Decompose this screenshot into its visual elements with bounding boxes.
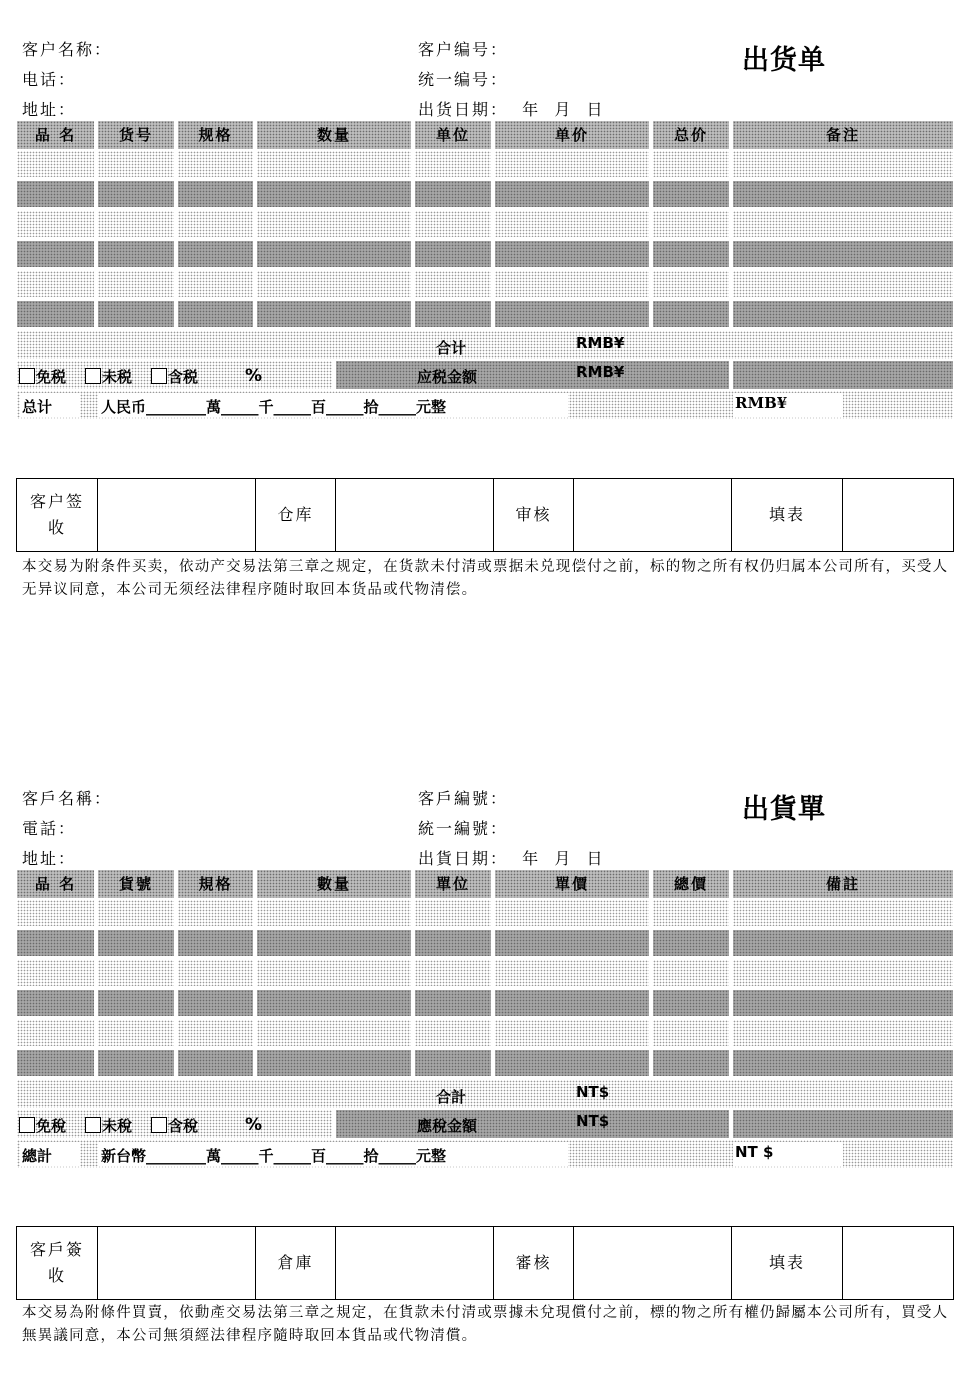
sign-fill-field[interactable]: [843, 479, 953, 551]
item-cell[interactable]: [415, 1050, 491, 1076]
sign-review-label: 審核: [494, 1227, 574, 1299]
exempt-checkbox[interactable]: [19, 1117, 35, 1133]
item-cell[interactable]: [17, 1020, 94, 1046]
item-cell[interactable]: [653, 301, 729, 327]
item-cell[interactable]: [178, 271, 253, 297]
item-cell[interactable]: [733, 960, 953, 986]
item-cell[interactable]: [495, 301, 649, 327]
item-cell[interactable]: [415, 301, 491, 327]
col-header-qty: 数量: [257, 121, 411, 149]
item-cell[interactable]: [653, 181, 729, 207]
item-cell[interactable]: [17, 151, 94, 177]
sign-customer-field[interactable]: [98, 1227, 256, 1299]
item-cell[interactable]: [495, 990, 649, 1016]
subtotal-row: [17, 1080, 953, 1108]
item-cell[interactable]: [178, 1020, 253, 1046]
item-cell[interactable]: [495, 271, 649, 297]
grand-total-words: 新台幣________萬_____千_____百_____拾_____元整: [101, 1147, 447, 1165]
item-cell[interactable]: [653, 1050, 729, 1076]
item-cell[interactable]: [415, 151, 491, 177]
sign-fill-field[interactable]: [843, 1227, 953, 1299]
col-header-name: 品 名: [17, 121, 94, 149]
item-cell[interactable]: [98, 930, 174, 956]
item-cell[interactable]: [653, 1020, 729, 1046]
col-header-unit-price: 單價: [495, 870, 649, 898]
item-cell[interactable]: [17, 960, 94, 986]
subtotal-row: [17, 331, 953, 359]
item-cell[interactable]: [257, 930, 411, 956]
grand-total-words: 人民币________萬_____千_____百_____拾_____元整: [101, 398, 447, 416]
item-cell[interactable]: [653, 241, 729, 267]
tax-currency: NT$: [576, 1112, 610, 1130]
item-cell[interactable]: [415, 211, 491, 237]
item-cell[interactable]: [257, 271, 411, 297]
item-cell[interactable]: [495, 960, 649, 986]
tax-id-label: 统一编号：: [418, 70, 509, 89]
item-cell[interactable]: [257, 181, 411, 207]
untaxed-checkbox[interactable]: [85, 368, 101, 384]
item-cell[interactable]: [98, 211, 174, 237]
item-cell[interactable]: [495, 900, 649, 926]
item-cell[interactable]: [178, 930, 253, 956]
tax-amount-bg: [336, 1110, 729, 1138]
item-cell[interactable]: [733, 1050, 953, 1076]
included-label: 含稅: [168, 1117, 199, 1135]
item-cell[interactable]: [415, 990, 491, 1016]
sign-fill-label: 填表: [732, 1227, 843, 1299]
item-cell[interactable]: [733, 211, 953, 237]
exempt-checkbox[interactable]: [19, 368, 35, 384]
untaxed-label: 未稅: [102, 1117, 133, 1135]
item-cell[interactable]: [17, 1050, 94, 1076]
item-cell[interactable]: [98, 990, 174, 1016]
subtotal-currency: RMB¥: [576, 334, 625, 352]
address-label: 地址：: [22, 849, 77, 868]
tax-option-untaxed[interactable]: [85, 1115, 132, 1136]
customer-no-label: 客戶編號：: [418, 789, 509, 808]
tax-option-untaxed[interactable]: [85, 366, 132, 387]
item-cell[interactable]: [98, 241, 174, 267]
terms-note: 本交易為附條件買賣，依動產交易法第三章之規定，在貨款未付清或票據未兌現償付之前，標的物之所有權仍歸屬本公司所有，買受人無異議同意，本公司無須經法律程序隨時取回本貨品或代物清償。: [22, 1305, 949, 1344]
item-cell[interactable]: [733, 181, 953, 207]
item-cell[interactable]: [495, 930, 649, 956]
item-cell[interactable]: [257, 990, 411, 1016]
sign-warehouse-field[interactable]: [336, 479, 494, 551]
col-header-item-no: 貨號: [98, 870, 174, 898]
item-cell[interactable]: [653, 151, 729, 177]
item-cell[interactable]: [178, 241, 253, 267]
tax-option-included[interactable]: [151, 1115, 198, 1136]
item-cell[interactable]: [415, 960, 491, 986]
included-checkbox[interactable]: [151, 1117, 167, 1133]
item-cell[interactable]: [257, 301, 411, 327]
item-cell[interactable]: [653, 900, 729, 926]
address-label: 地址：: [22, 100, 77, 119]
item-cell[interactable]: [415, 900, 491, 926]
tax-option-included[interactable]: [151, 366, 198, 387]
item-cell[interactable]: [17, 241, 94, 267]
item-cell[interactable]: [733, 900, 953, 926]
sign-review-field[interactable]: [574, 479, 732, 551]
sign-warehouse-label: 倉庫: [256, 1227, 336, 1299]
col-header-unit: 单位: [415, 121, 491, 149]
included-label: 含税: [168, 368, 199, 386]
item-cell[interactable]: [17, 211, 94, 237]
item-cell[interactable]: [178, 301, 253, 327]
tax-remark-bg: [733, 1110, 953, 1138]
item-cell[interactable]: [257, 211, 411, 237]
item-cell[interactable]: [98, 1020, 174, 1046]
item-cell[interactable]: [495, 241, 649, 267]
form-title: 出货单: [742, 45, 826, 76]
grand-total-currency: RMB¥: [735, 394, 788, 412]
item-cell[interactable]: [17, 271, 94, 297]
customer-name-label: 客戶名稱：: [22, 789, 113, 808]
grand-total-label: 總計: [22, 1147, 53, 1165]
item-cell[interactable]: [257, 960, 411, 986]
item-cell[interactable]: [98, 271, 174, 297]
tax-option-exempt[interactable]: [19, 1115, 66, 1136]
sign-fill-label: 填表: [732, 479, 843, 551]
item-cell[interactable]: [257, 151, 411, 177]
item-cell[interactable]: [17, 930, 94, 956]
col-header-unit-price: 单价: [495, 121, 649, 149]
item-cell[interactable]: [415, 241, 491, 267]
col-header-spec: 规格: [178, 121, 253, 149]
subtotal-label: 合計: [436, 1088, 467, 1106]
col-header-spec: 規格: [178, 870, 253, 898]
col-header-remarks: 备注: [733, 121, 953, 149]
sign-customer-label: 客户签收: [17, 479, 98, 551]
item-cell[interactable]: [733, 151, 953, 177]
item-cell[interactable]: [98, 301, 174, 327]
percent-sign: %: [245, 366, 263, 386]
ship-date-label: 出货日期： 年 月 日: [418, 100, 605, 119]
ship-date-label: 出貨日期： 年 月 日: [418, 849, 605, 868]
tax-currency: RMB¥: [576, 363, 625, 381]
col-header-unit: 單位: [415, 870, 491, 898]
subtotal-label: 合计: [436, 339, 467, 357]
col-header-remarks: 備註: [733, 870, 953, 898]
item-cell[interactable]: [98, 151, 174, 177]
item-cell[interactable]: [257, 1050, 411, 1076]
tax-remark-bg: [733, 361, 953, 389]
item-cell[interactable]: [178, 211, 253, 237]
sign-customer-label: 客戶簽收: [17, 1227, 98, 1299]
tax-amount-label: 應稅金額: [417, 1117, 478, 1135]
item-cell[interactable]: [17, 181, 94, 207]
tax-amount-label: 应税金额: [417, 368, 478, 386]
item-cell[interactable]: [733, 271, 953, 297]
percent-sign: %: [245, 1115, 263, 1135]
included-checkbox[interactable]: [151, 368, 167, 384]
sign-warehouse-label: 仓库: [256, 479, 336, 551]
col-header-total-price: 总价: [653, 121, 729, 149]
terms-note: 本交易为附条件买卖，依动产交易法第三章之规定，在货款未付清或票据未兑现偿付之前，标的物之所有权仍归属本公司所有，买受人无异议同意，本公司无须经法律程序随时取回本货品或代物清偿。: [22, 559, 949, 598]
exempt-label: 免稅: [36, 1117, 67, 1135]
item-cell[interactable]: [178, 900, 253, 926]
signature-row: [16, 478, 954, 552]
item-cell[interactable]: [178, 1050, 253, 1076]
item-cell[interactable]: [98, 181, 174, 207]
customer-name-label: 客户名称：: [22, 40, 113, 59]
col-header-item-no: 货号: [98, 121, 174, 149]
item-cell[interactable]: [733, 301, 953, 327]
item-cell[interactable]: [653, 271, 729, 297]
item-cell[interactable]: [495, 1050, 649, 1076]
item-cell[interactable]: [415, 930, 491, 956]
sign-warehouse-field[interactable]: [336, 1227, 494, 1299]
grand-total-label: 总计: [22, 398, 53, 416]
item-cell[interactable]: [733, 241, 953, 267]
item-cell[interactable]: [733, 930, 953, 956]
item-cell[interactable]: [17, 301, 94, 327]
col-header-qty: 數量: [257, 870, 411, 898]
item-cell[interactable]: [733, 990, 953, 1016]
item-cell[interactable]: [257, 241, 411, 267]
phone-label: 电话：: [22, 70, 77, 89]
sign-review-label: 审核: [494, 479, 574, 551]
sign-review-field[interactable]: [574, 1227, 732, 1299]
tax-id-label: 統一編號：: [418, 819, 509, 838]
item-cell[interactable]: [415, 271, 491, 297]
item-cell[interactable]: [653, 960, 729, 986]
item-cell[interactable]: [178, 990, 253, 1016]
item-cell[interactable]: [98, 960, 174, 986]
item-cell[interactable]: [178, 181, 253, 207]
col-header-name: 品 名: [17, 870, 94, 898]
item-cell[interactable]: [653, 990, 729, 1016]
tax-amount-bg: [336, 361, 729, 389]
item-cell[interactable]: [178, 151, 253, 177]
phone-label: 電話：: [22, 819, 77, 838]
form-title: 出貨單: [742, 794, 826, 825]
item-cell[interactable]: [495, 181, 649, 207]
col-header-total-price: 總價: [653, 870, 729, 898]
item-cell[interactable]: [98, 1050, 174, 1076]
item-cell[interactable]: [495, 151, 649, 177]
signature-row: [16, 1226, 954, 1300]
item-cell[interactable]: [17, 990, 94, 1016]
item-cell[interactable]: [495, 211, 649, 237]
item-cell[interactable]: [17, 900, 94, 926]
grand-total-currency: NT $: [735, 1143, 774, 1161]
untaxed-checkbox[interactable]: [85, 1117, 101, 1133]
item-cell[interactable]: [257, 1020, 411, 1046]
item-cell[interactable]: [178, 960, 253, 986]
item-cell[interactable]: [733, 1020, 953, 1046]
item-cell[interactable]: [415, 181, 491, 207]
item-cell[interactable]: [653, 930, 729, 956]
exempt-label: 免税: [36, 368, 67, 386]
tax-option-exempt[interactable]: [19, 366, 66, 387]
customer-no-label: 客户编号：: [418, 40, 509, 59]
item-cell[interactable]: [495, 1020, 649, 1046]
item-cell[interactable]: [98, 900, 174, 926]
item-cell[interactable]: [415, 1020, 491, 1046]
untaxed-label: 未税: [102, 368, 133, 386]
item-cell[interactable]: [653, 211, 729, 237]
item-cell[interactable]: [257, 900, 411, 926]
sign-customer-field[interactable]: [98, 479, 256, 551]
subtotal-currency: NT$: [576, 1083, 610, 1101]
shipping-form-simplified: [0, 0, 977, 600]
shipping-form-traditional: [0, 749, 977, 1349]
